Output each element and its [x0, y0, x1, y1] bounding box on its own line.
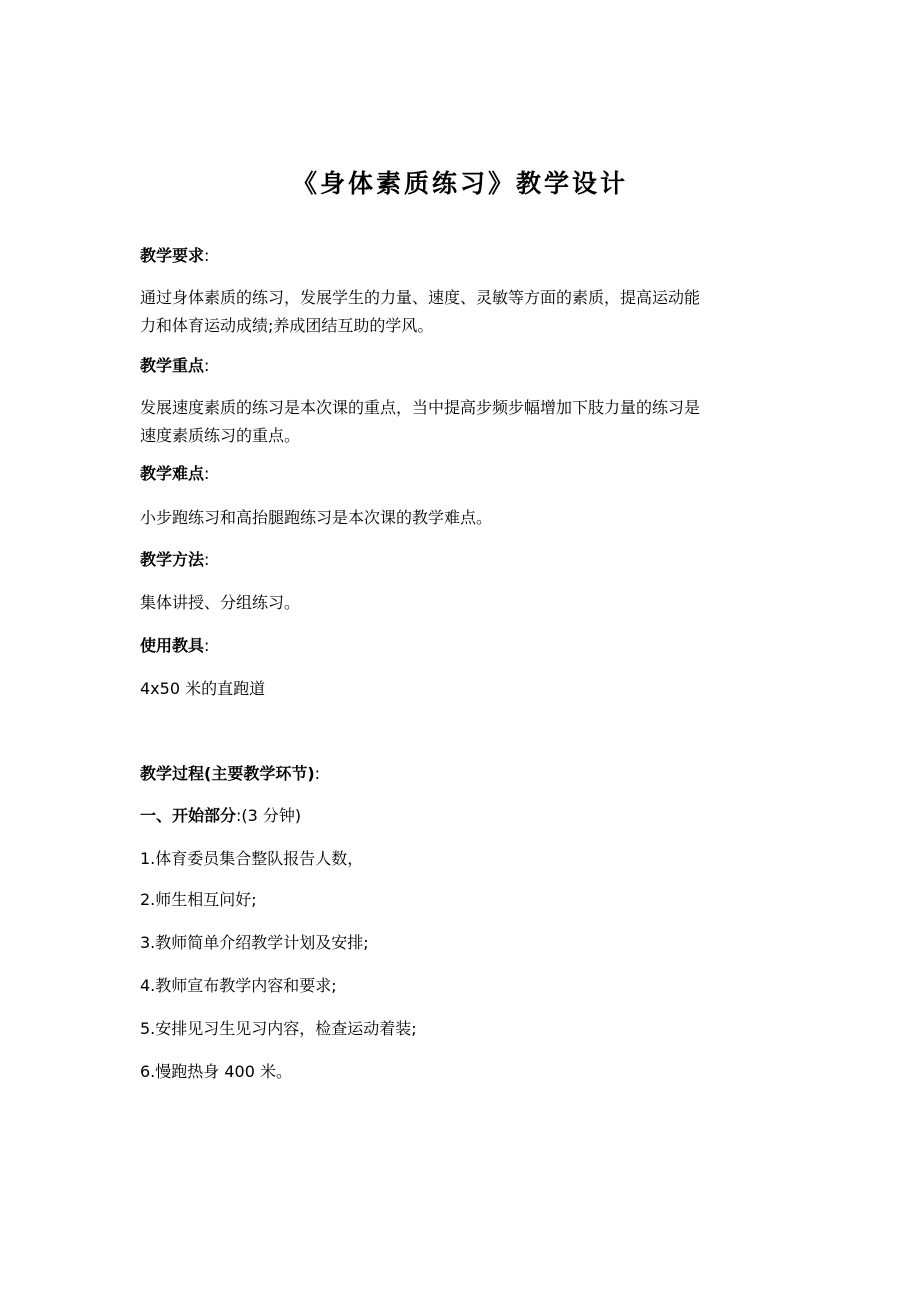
difficulties-heading — [140, 460, 790, 488]
methods-heading-colon: : — [204, 550, 210, 569]
key-points-heading — [140, 352, 790, 380]
process-item-4: 4.教师宣布教学内容和要求; — [140, 976, 337, 995]
key-points-line-2: 速度素质练习的重点。 — [140, 426, 301, 445]
equipment-heading-colon: : — [204, 636, 210, 655]
key-points-heading-colon: : — [204, 356, 210, 375]
process-item-5: 5.安排见习生见习内容，检查运动着装; — [140, 1019, 417, 1038]
equipment-heading — [140, 632, 790, 660]
equipment-text: 4x50 米的直跑道 — [140, 679, 266, 698]
section-1-heading — [140, 802, 790, 830]
process-item-1: 1.体育委员集合整队报告人数， — [140, 849, 364, 868]
methods-heading — [140, 546, 790, 574]
requirements-heading-colon: : — [204, 246, 210, 265]
difficulties-heading-colon: : — [204, 464, 210, 483]
process-item-3: 3.教师简单介绍教学计划及安排; — [140, 933, 369, 952]
requirements-line-1: 通过身体素质的练习，发展学生的力量、速度、灵敏等方面的素质，提高运动能 — [140, 288, 701, 307]
requirements-heading — [140, 242, 790, 270]
key-points-line-1: 发展速度素质的练习是本次课的重点，当中提高步频步幅增加下肢力量的练习是 — [140, 398, 701, 417]
document-title: 《身体素质练习》教学设计 — [291, 169, 628, 198]
difficulties-text: 小步跑练习和高抬腿跑练习是本次课的教学难点。 — [140, 508, 493, 527]
process-heading — [140, 760, 790, 788]
process-item-6: 6.慢跑热身 400 米。 — [140, 1062, 292, 1081]
requirements-heading-text: 教学要求 — [140, 246, 205, 265]
section-1-heading-text: 一、开始部分 — [140, 806, 237, 825]
equipment-heading-text: 使用教具 — [140, 636, 205, 655]
difficulties-heading-text: 教学难点 — [140, 464, 205, 483]
section-1-duration: :(3 分钟) — [236, 806, 302, 825]
process-item-2: 2.师生相互问好; — [140, 890, 257, 909]
key-points-heading-text: 教学重点 — [140, 356, 205, 375]
methods-text: 集体讲授、分组练习。 — [140, 593, 301, 612]
requirements-line-2: 力和体育运动成绩;养成团结互助的学风。 — [140, 316, 434, 335]
process-heading-colon: : — [314, 764, 321, 783]
methods-heading-text: 教学方法 — [140, 550, 205, 569]
process-heading-text: 教学过程(主要教学环节) — [140, 764, 315, 783]
